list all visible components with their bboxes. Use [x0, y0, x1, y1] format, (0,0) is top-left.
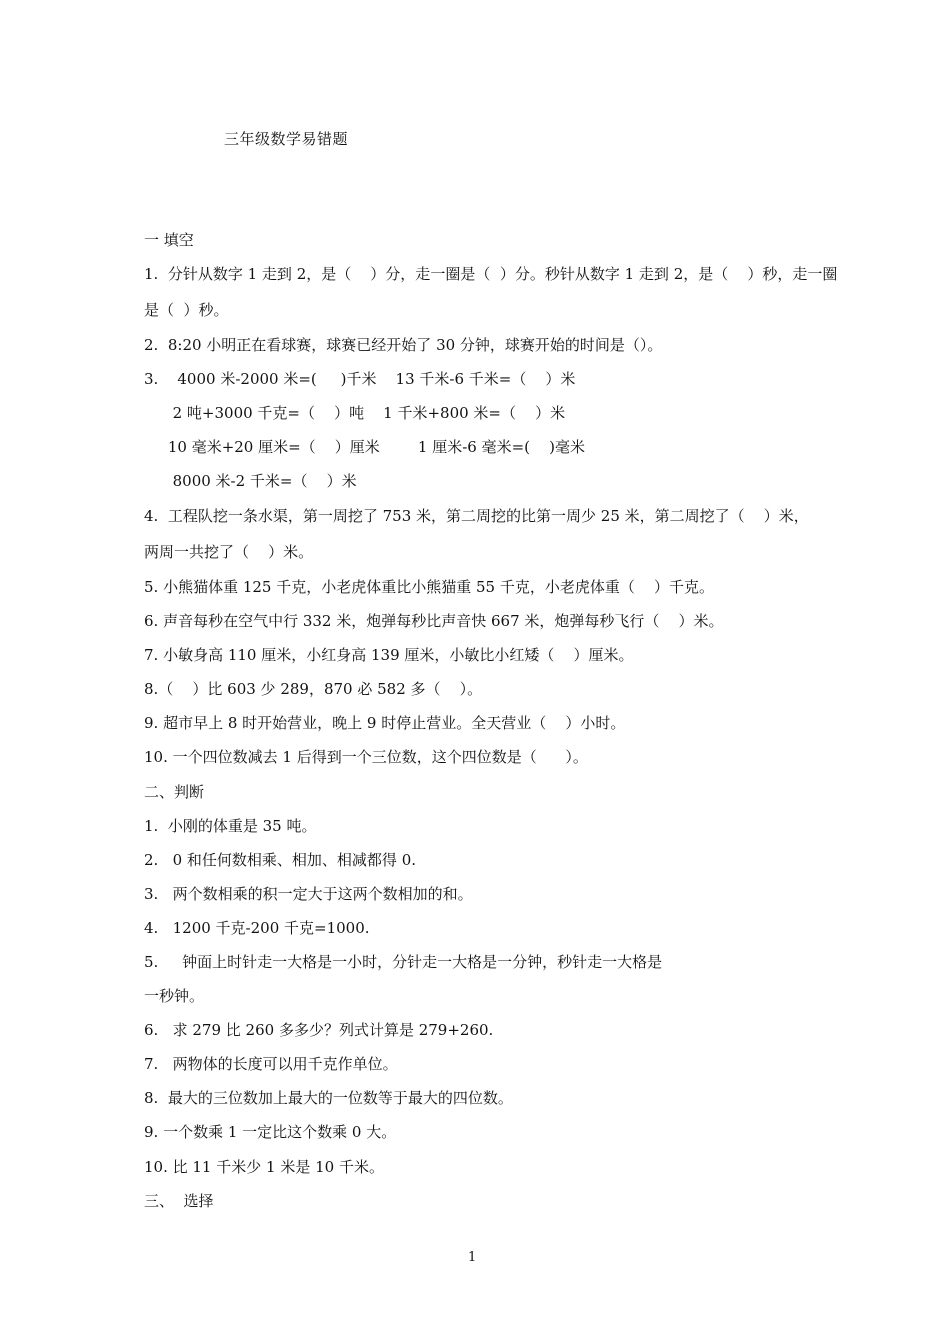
question-line: 3. 4000 米-2000 米=( )千米 13 千米-6 千米=（ ）米	[144, 370, 576, 388]
section-heading-choice: 三、 选择	[144, 1192, 214, 1210]
question-line: 3. 两个数相乘的积一定大于这两个数相加的和。	[144, 885, 473, 903]
question-line: 2. 0 和任何数相乘、相加、相减都得 0.	[144, 851, 417, 869]
question-line: 4. 工程队挖一条水渠，第一周挖了 753 米，第二周挖的比第一周少 25 米，第二周挖了（ ）米，	[144, 507, 809, 525]
question-line: 8.（ ）比 603 少 289，870 必 582 多（ ）。	[144, 680, 483, 698]
question-line: 10. 一个四位数减去 1 后得到一个三位数，这个四位数是（ ）。	[144, 748, 588, 766]
section-heading-true-false: 二、判断	[144, 783, 205, 801]
question-line: 7. 小敏身高 110 厘米，小红身高 139 厘米，小敏比小红矮（ ）厘米。	[144, 646, 634, 664]
document-title: 三年级数学易错题	[224, 130, 349, 148]
question-line: 6. 求 279 比 260 多多少？列式计算是 279+260.	[144, 1021, 494, 1039]
question-line: 2. 8:20 小明正在看球赛，球赛已经开始了 30 分钟，球赛开始的时间是（）。	[144, 336, 663, 354]
question-line: 两周一共挖了（ ）米。	[144, 543, 314, 561]
question-line: 一秒钟。	[144, 987, 205, 1005]
question-line: 2 吨+3000 千克=（ ）吨 1 千米+800 米=（ ）米	[144, 404, 566, 422]
page-number: 1	[468, 1250, 477, 1265]
section-heading-fill-blank: 一 填空	[144, 231, 194, 249]
question-line: 7. 两物体的长度可以用千克作单位。	[144, 1055, 398, 1073]
question-line: 1. 分针从数字 1 走到 2，是（ ）分，走一圈是（ ）分。秒针从数字 1 走到 2，是（ ）秒，走一圈	[144, 265, 838, 283]
question-line: 10. 比 11 千米少 1 米是 10 千米。	[144, 1158, 384, 1176]
question-line: 4. 1200 千克-200 千克=1000.	[144, 919, 370, 937]
question-line: 是（ ）秒。	[144, 301, 229, 319]
question-line: 5. 钟面上时针走一大格是一小时，分针走一大格是一分钟，秒针走一大格是	[144, 953, 663, 971]
question-line: 1. 小刚的体重是 35 吨。	[144, 817, 317, 835]
question-line: 9. 超市早上 8 时开始营业，晚上 9 时停止营业。全天营业（ ）小时。	[144, 714, 626, 732]
question-line: 9. 一个数乘 1 一定比这个数乘 0 大。	[144, 1123, 397, 1141]
question-line: 8000 米-2 千米=（ ）米	[144, 472, 357, 490]
question-line: 8. 最大的三位数加上最大的一位数等于最大的四位数。	[144, 1089, 513, 1107]
question-line: 6. 声音每秒在空气中行 332 米，炮弹每秒比声音快 667 米，炮弹每秒飞行（ ）米。	[144, 612, 724, 630]
question-line: 10 毫米+20 厘米=（ ）厘米 1 厘米-6 毫米=( )毫米	[144, 438, 585, 456]
question-line: 5. 小熊猫体重 125 千克，小老虎体重比小熊猫重 55 千克，小老虎体重（ ）千克。	[144, 578, 714, 596]
